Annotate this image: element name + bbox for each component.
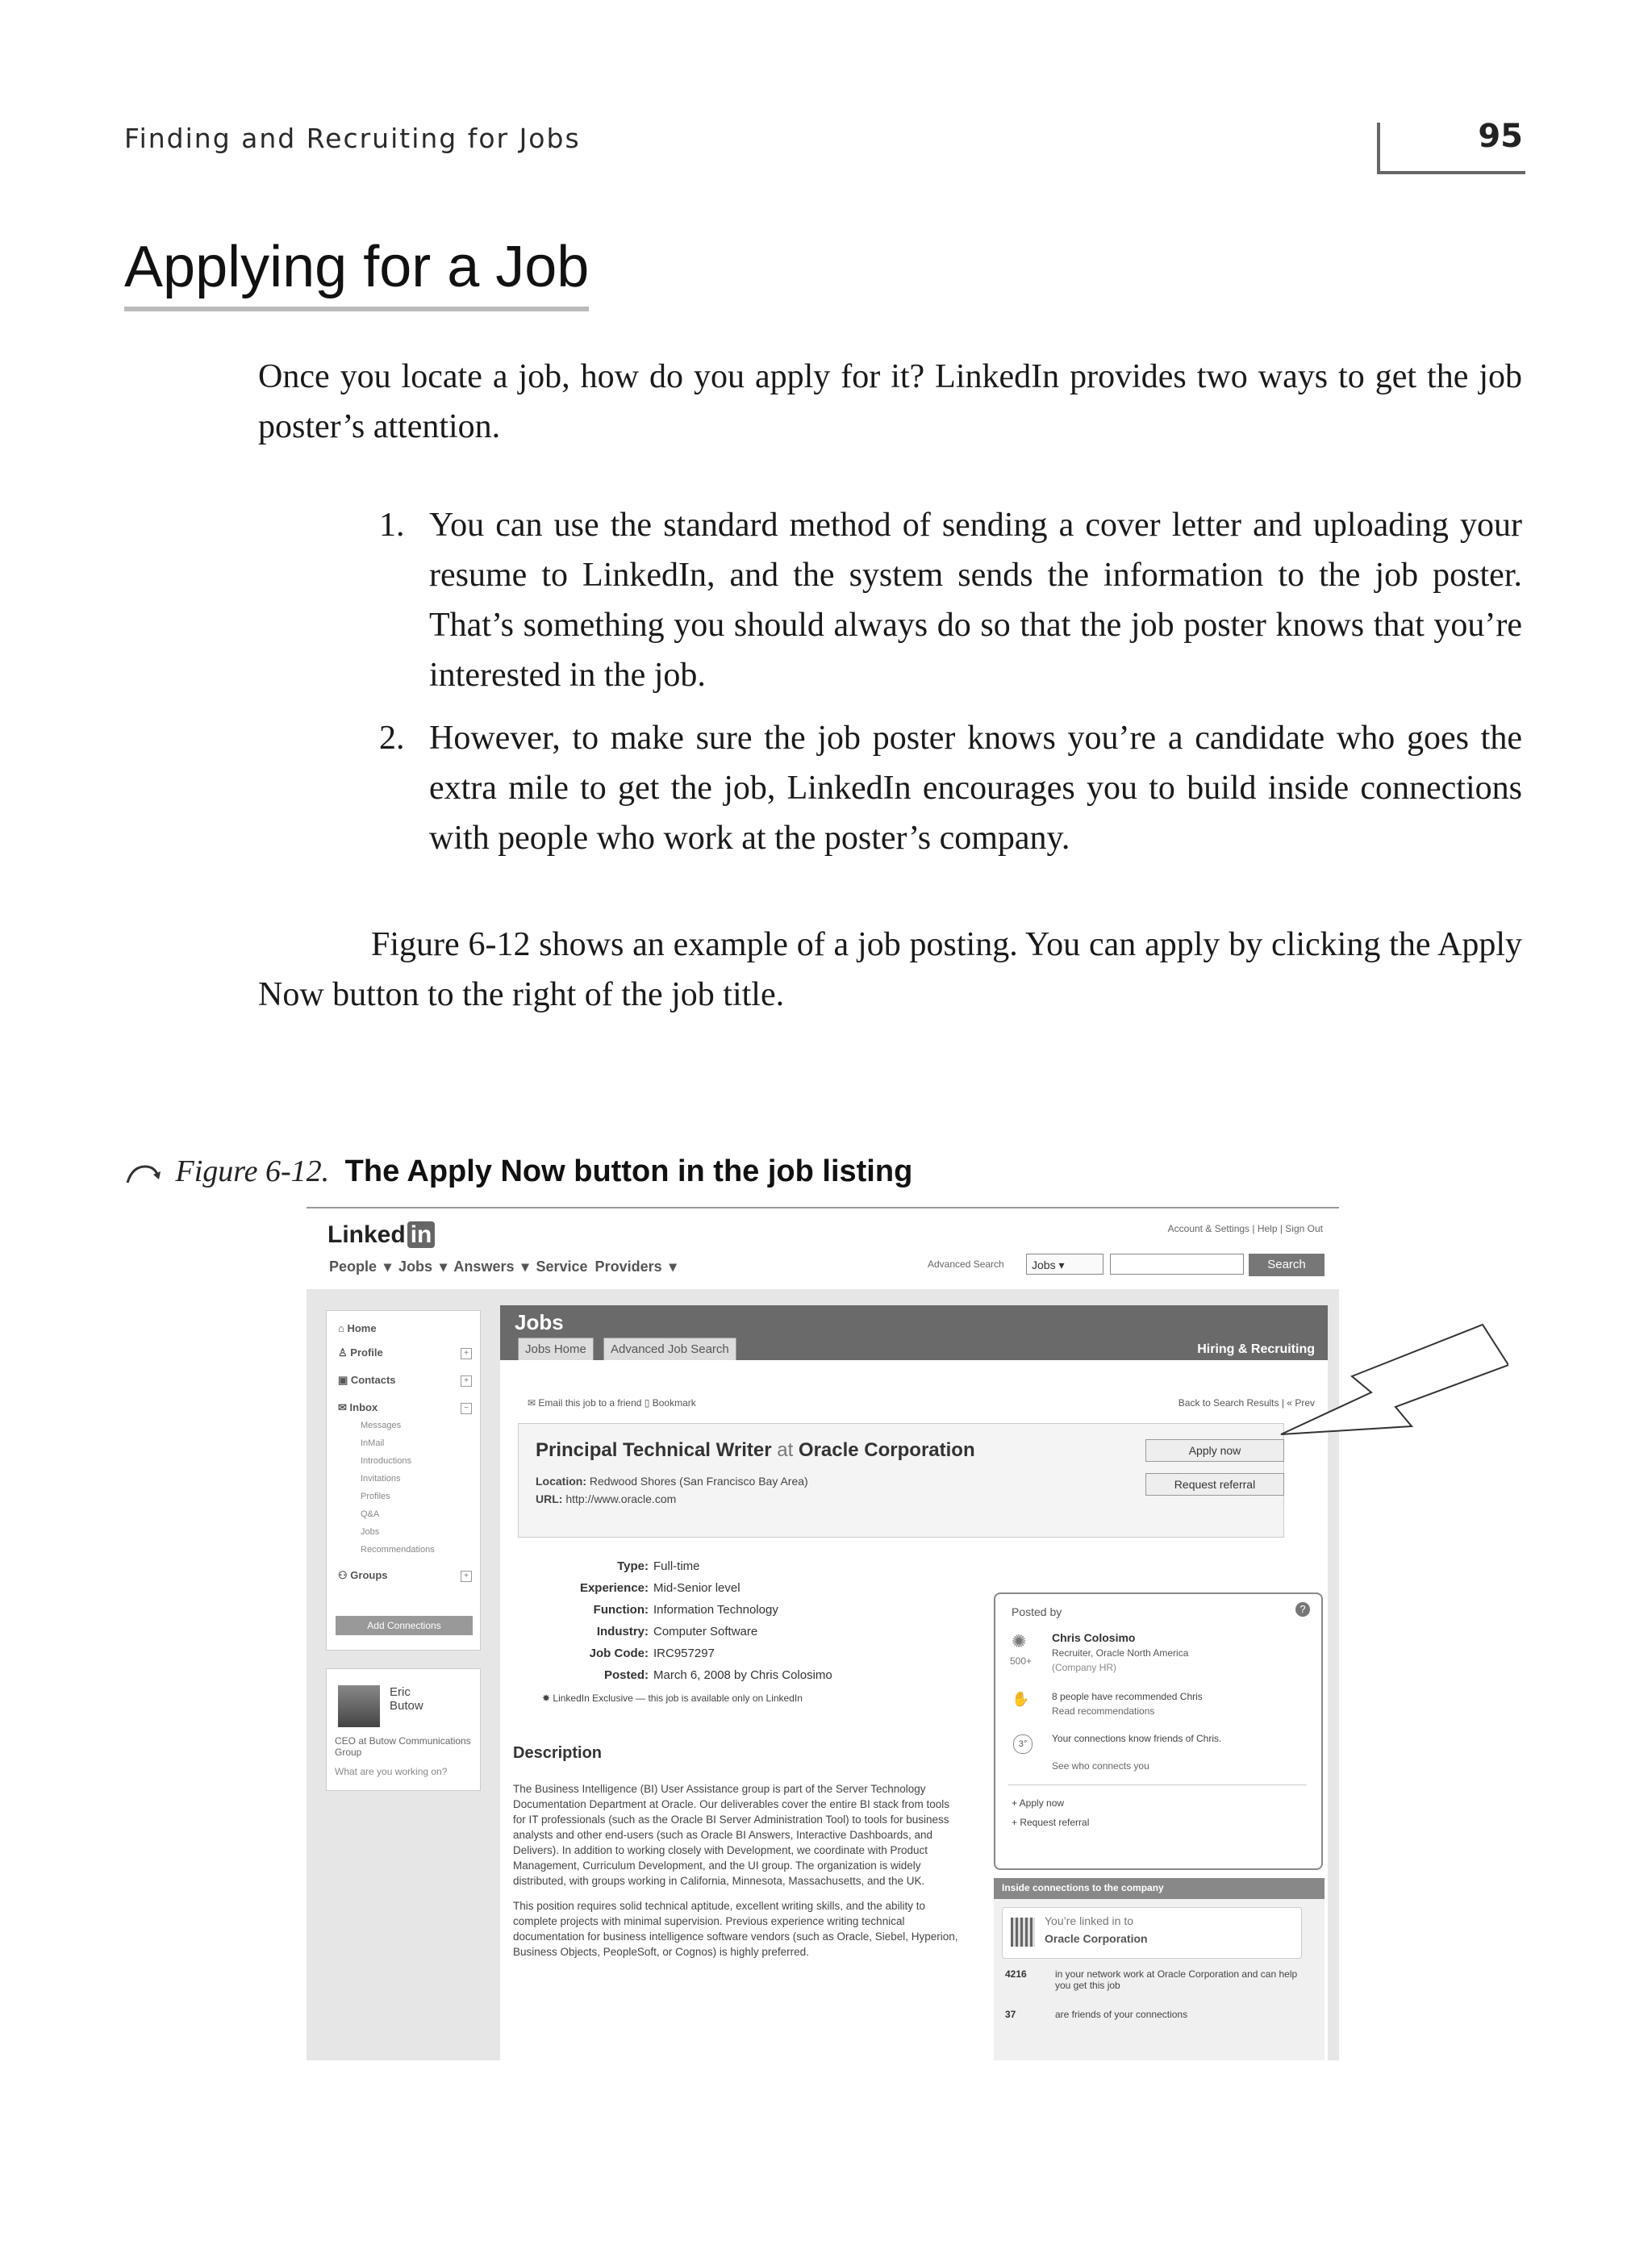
list-item-text: However, to make sure the job poster knows you’re a candidate who goes the extra mile to get the job, LinkedIn encourages you to build inside connections with people who work at the poster’s company. — [429, 720, 1522, 857]
sidebar-item-contacts[interactable]: ▣ Contacts — [338, 1374, 396, 1386]
job-location: Location: Redwood Shores (San Francisco Bay Area) — [536, 1475, 808, 1488]
job-details — [545, 1555, 832, 1686]
job-title: Principal Technical Writer at Oracle Corporation — [536, 1439, 975, 1461]
sidebar-item-groups[interactable]: ⚇ Groups — [338, 1569, 388, 1581]
curved-arrow-icon — [124, 1163, 161, 1184]
sidebar-subitem[interactable]: Q&A — [361, 1509, 380, 1519]
detail-row: Posted: March 6, 2008 by Chris Colosimo — [603, 1668, 832, 1682]
sidebar-subitem[interactable]: Profiles — [361, 1492, 390, 1501]
tab-advanced-job-search[interactable]: Advanced Job Search — [603, 1338, 736, 1362]
poster-company: (Company HR) — [1052, 1662, 1117, 1673]
poster-role: Recruiter, Oracle North America — [1052, 1647, 1189, 1659]
list-item — [379, 500, 1522, 700]
expand-icon[interactable]: + — [461, 1571, 472, 1582]
list-item-text: You can use the standard method of sending a cover letter and uploading your resume to LinkedIn, and the system sends the information to the job poster. That’s something you should always do so that the job poster knows that you’re interested in the job. — [429, 507, 1522, 694]
linked-in-company-card — [1002, 1907, 1302, 1959]
list-item-number: 2. — [379, 720, 405, 757]
network-icon: ✺ — [1012, 1631, 1027, 1651]
request-referral-link[interactable]: + Request referral — [1012, 1817, 1090, 1828]
linkedin-logo: Linked in — [327, 1221, 435, 1249]
profile-title: CEO at Butow Communications Group — [335, 1735, 471, 1758]
account-links[interactable]: Account & Settings | Help | Sign Out — [1167, 1223, 1323, 1234]
detail-row: Industry: Computer Software — [596, 1625, 758, 1638]
advanced-search-link[interactable]: Advanced Search — [928, 1258, 1004, 1270]
section-title: Applying for a Job — [124, 234, 589, 311]
detail-row: Job Code: IRC957297 — [589, 1647, 715, 1660]
sidebar-item-home[interactable]: ⌂ Home — [338, 1322, 377, 1334]
description-text: The Business Intelligence (BI) User Assistance group is part of the Server Technology Documentation Department at Oracle. Our deliverables cover the entire BI stack from tools for IT professionals (such as the Oracle BI Server Administration Tool) to tools for business analysts and other end-users (such as Oracle BI Answers, Interactive Dashboards, and Delivers). In addition to working closely with Development, we coordinate with Product Management, Curriculum Development, and the UI group. The organization is widely distributed, with groups working in California, Minnesota, Massachusetts, and the UK. This position requires solid technical aptitude, excellent writing skills, and the ability to complete projects with minimal supervision. Previous experience writing technical documentation for business intelligence software vendors (such as Oracle, Siebel, Hyperion, Business Objects, PeopleSoft, or Cognos) is highly preferred. — [513, 1783, 958, 1958]
figure-title: The Apply Now button in the job listing — [344, 1154, 913, 1188]
company-name[interactable]: Oracle Corporation — [1045, 1932, 1148, 1945]
intro-paragraph: Once you locate a job, how do you apply for it? LinkedIn provides two ways to get the job poster’s attention. — [258, 358, 1522, 445]
friends-count: 37 — [1005, 2009, 1016, 2020]
jobs-heading: Jobs — [515, 1310, 564, 1334]
numbered-list — [379, 500, 1522, 876]
inside-connections-heading: Inside connections to the company — [1002, 1882, 1164, 1893]
posted-by-heading: Posted by — [1012, 1605, 1062, 1618]
sidebar-subitem[interactable]: Introductions — [361, 1456, 411, 1466]
figure-number: Figure 6-12. — [175, 1154, 330, 1188]
status-prompt[interactable]: What are you working on? — [335, 1766, 448, 1777]
linked-in-to-label: You’re linked in to — [1045, 1914, 1134, 1927]
search-button[interactable]: Search — [1249, 1254, 1325, 1276]
detail-row: Type: Full-time — [617, 1559, 700, 1573]
sidebar — [326, 1310, 481, 1651]
search-type-select[interactable]: Jobs ▾ — [1026, 1254, 1103, 1275]
divider — [1008, 1784, 1307, 1785]
figure-reference-paragraph: Figure 6-12 shows an example of a job posting. You can apply by clicking the Apply Now button to the right of the job title. — [258, 926, 1522, 1013]
sidebar-item-inbox[interactable]: ✉ Inbox — [338, 1401, 378, 1413]
running-head: Finding and Recruiting for Jobs — [124, 123, 581, 154]
back-to-results-link[interactable]: Back to Search Results | « Prev — [1178, 1397, 1315, 1409]
poster-name[interactable]: Chris Colosimo — [1052, 1631, 1136, 1644]
apply-now-button[interactable]: Apply now — [1145, 1439, 1284, 1462]
description-heading: Description — [513, 1744, 603, 1762]
connections-note: Your connections know friends of Chris. — [1052, 1733, 1222, 1744]
help-icon[interactable]: ? — [1295, 1602, 1310, 1617]
detail-row: Experience: Mid-Senior level — [579, 1581, 740, 1595]
degree-icon: 3° — [1013, 1734, 1032, 1754]
see-who-connects-link[interactable]: See who connects you — [1052, 1760, 1149, 1772]
avatar[interactable] — [338, 1685, 380, 1727]
figure-caption — [124, 1154, 912, 1189]
linkedin-exclusive: ✸ LinkedIn Exclusive — this job is available only on LinkedIn — [542, 1693, 803, 1704]
read-recommendations-link[interactable]: Read recommendations — [1052, 1705, 1155, 1717]
list-item — [379, 713, 1522, 863]
recommendations-count[interactable]: 8 people have recommended Chris — [1052, 1691, 1203, 1702]
linkedin-screenshot — [307, 1207, 1339, 2060]
sidebar-subitem[interactable]: Recommendations — [361, 1545, 435, 1555]
network-count: 4216 — [1005, 1968, 1027, 1980]
sidebar-subitem[interactable]: Invitations — [361, 1474, 401, 1484]
list-item-number: 1. — [379, 507, 405, 544]
profile-card — [326, 1668, 481, 1791]
expand-icon[interactable]: + — [461, 1375, 472, 1387]
network-count-text: in your network work at Oracle Corporation and can help you get this job — [1055, 1968, 1298, 1991]
connections-badge: 500+ — [1010, 1655, 1032, 1667]
page-number: 95 — [1478, 118, 1523, 155]
building-icon — [1011, 1918, 1035, 1947]
apply-now-link[interactable]: + Apply now — [1012, 1797, 1065, 1809]
top-navigation[interactable]: People ▾ Jobs ▾ Answers ▾ Service Providers ▾ — [329, 1258, 677, 1275]
recommendation-icon: ✋ — [1012, 1691, 1030, 1707]
posted-by-box — [994, 1592, 1323, 1870]
tab-jobs-home[interactable]: Jobs Home — [518, 1338, 594, 1362]
request-referral-button[interactable]: Request referral — [1145, 1473, 1284, 1496]
inside-connections-box — [994, 1878, 1325, 2060]
callout-arrow-icon — [1274, 1323, 1508, 1468]
hiring-recruiting-link[interactable]: Hiring & Recruiting — [1197, 1342, 1315, 1356]
search-input[interactable] — [1110, 1254, 1244, 1275]
sidebar-item-profile[interactable]: ♙ Profile — [338, 1346, 383, 1359]
collapse-icon[interactable]: − — [461, 1403, 472, 1414]
friends-count-text: are friends of your connections — [1055, 2009, 1188, 2020]
detail-row: Function: Information Technology — [593, 1603, 778, 1617]
sidebar-subitem[interactable]: Jobs — [361, 1527, 380, 1537]
add-connections-button[interactable]: Add Connections — [336, 1616, 473, 1635]
expand-icon[interactable]: + — [461, 1348, 472, 1359]
sidebar-subitem[interactable]: InMail — [361, 1438, 385, 1448]
job-url[interactable]: URL: http://www.oracle.com — [536, 1492, 677, 1505]
sidebar-subitem[interactable]: Messages — [361, 1421, 402, 1430]
email-job-link[interactable]: ✉ Email this job to a friend ▯ Bookmark — [528, 1397, 696, 1409]
profile-name[interactable]: Eric Butow — [390, 1685, 423, 1713]
